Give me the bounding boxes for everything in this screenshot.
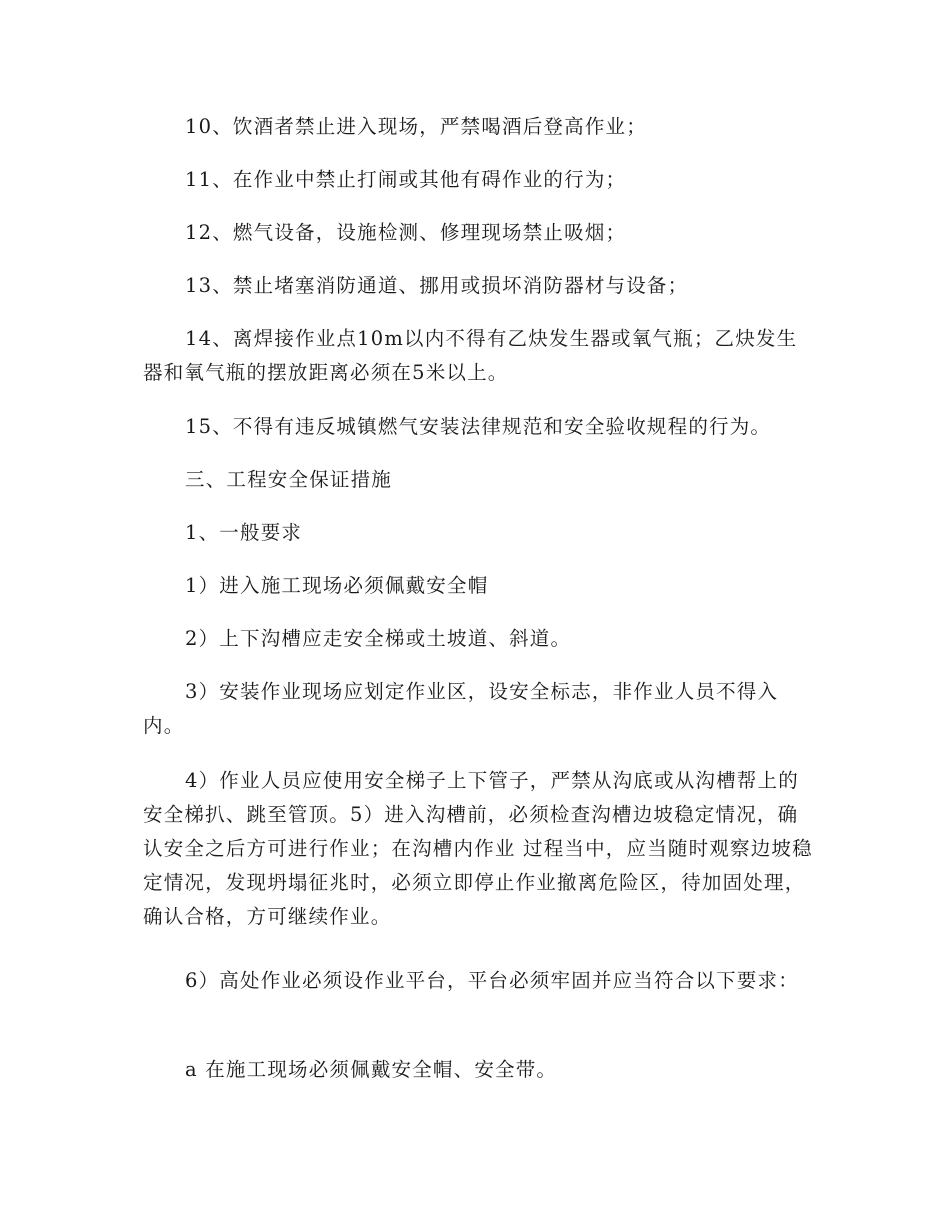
paragraph-item-15: 15、不得有违反城镇燃气安装法律规范和安全验收规程的行为。 [185,415,772,438]
requirement-item-3: 3）安装作业现场应划定作业区，设安全标志，非作业人员不得入内。 [143,680,779,737]
section-heading: 三、工程安全保证措施 [185,468,393,491]
requirement-item-1: 1）进入施工现场必须佩戴安全帽 [185,574,489,597]
requirement-item-2: 2）上下沟槽应走安全梯或土坡道、斜道。 [185,627,572,650]
requirement-item-4-5: 4）作业人员应使用安全梯子上下管子，严禁从沟底或从沟槽帮上的安全梯扒、跳至管顶。5）进入沟槽前，必须检查沟槽边坡稳定情况，确认安全之后方可进行作业；在沟槽内作业 过程当中，应当随时观察边坡稳定情况，发现坍塌征兆时，必须立即停止作业撤离危险区，待加固处理，确认合格，方可继续作业。 [143,769,813,928]
paragraph-item-14: 14、离焊接作业点10m以内不得有乙炔发生器或氧气瓶；乙炔发生器和氧气瓶的摆放距离必须在5米以上。 [143,327,798,384]
paragraph-item-12: 12、燃气设备，设施检测、修理现场禁止吸烟； [185,221,627,244]
subsection-heading: 1、一般要求 [185,521,303,544]
paragraph-item-10: 10、饮酒者禁止进入现场，严禁喝酒后登高作业； [185,115,647,138]
paragraph-item-13: 13、禁止堵塞消防通道、挪用或损坏消防器材与设备； [185,274,689,297]
paragraph-item-11: 11、在作业中禁止打闹或其他有碍作业的行为； [185,168,627,191]
requirement-item-a: a 在施工现场必须佩戴安全帽、安全带。 [185,1058,558,1081]
requirement-item-6: 6）高处作业必须设作业平台，平台必须牢固并应当符合以下要求： [185,969,799,992]
